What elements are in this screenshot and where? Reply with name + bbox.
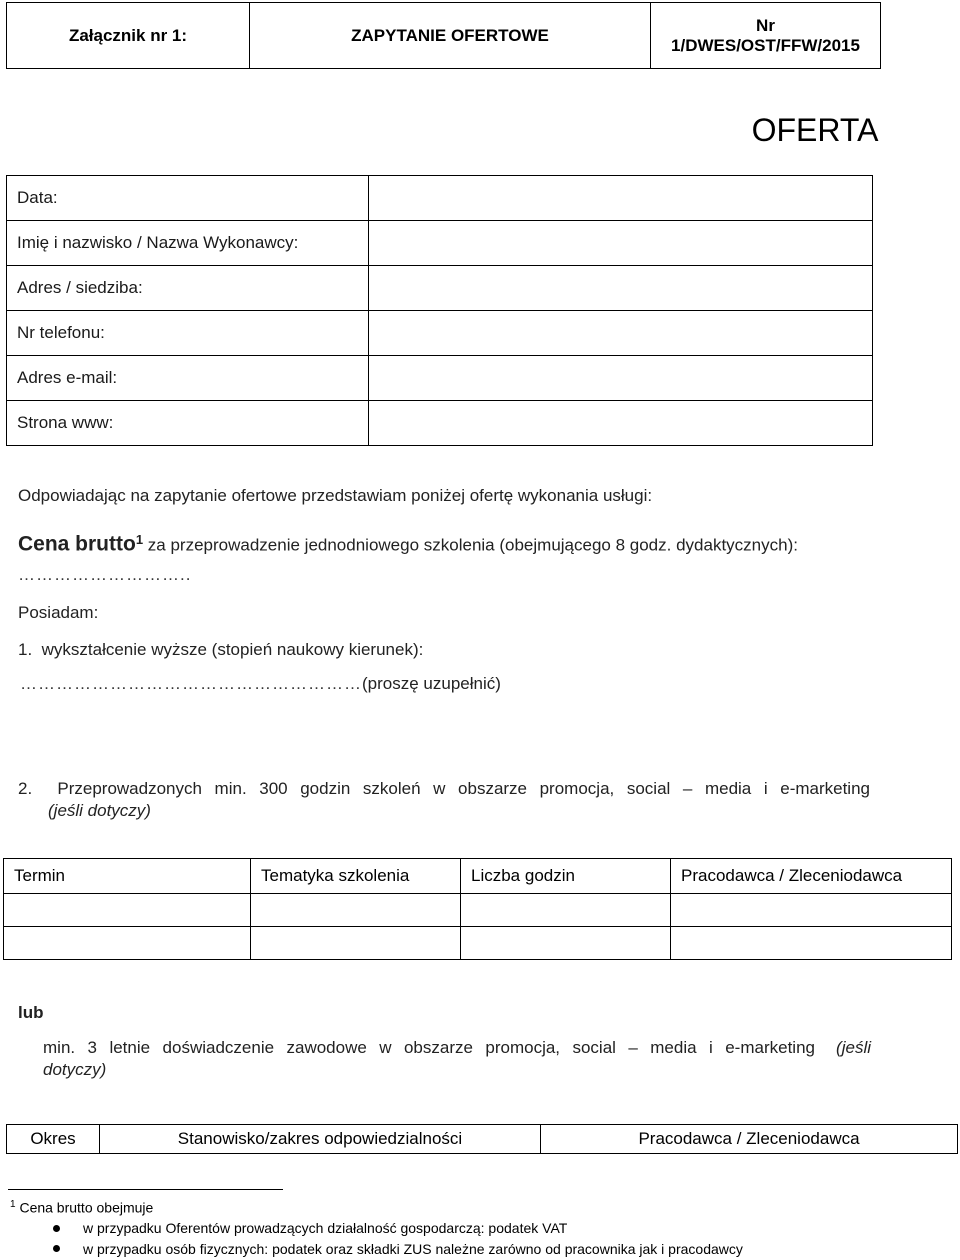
training-cell[interactable] xyxy=(671,927,952,960)
item-1-hint: (proszę uzupełnić) xyxy=(362,674,501,693)
experience-header-employer: Pracodawca / Zleceniodawca xyxy=(541,1125,958,1154)
field-value-www[interactable] xyxy=(369,401,873,446)
field-value-email[interactable] xyxy=(369,356,873,401)
training-header-topic: Tematyka szkolenia xyxy=(251,859,461,894)
training-cell[interactable] xyxy=(461,927,671,960)
training-cell[interactable] xyxy=(4,894,251,927)
number-label: Nr xyxy=(756,15,775,35)
offer-form-table xyxy=(6,175,873,446)
field-label-date: Data: xyxy=(7,176,369,221)
field-label-email: Adres e-mail: xyxy=(7,356,369,401)
experience-header-position: Stanowisko/zakres odpowiedzialności xyxy=(100,1125,541,1154)
field-label-phone: Nr telefonu: xyxy=(7,311,369,356)
field-label-name: Imię i nazwisko / Nazwa Wykonawcy: xyxy=(7,221,369,266)
page-title-container xyxy=(0,112,885,149)
training-cell[interactable] xyxy=(461,894,671,927)
training-cell[interactable] xyxy=(251,927,461,960)
field-label-www: Strona www: xyxy=(7,401,369,446)
experience-table xyxy=(6,1124,958,1154)
page-title: OFERTA xyxy=(751,112,879,148)
item-1-dots[interactable]: ………………………………………………… xyxy=(20,674,362,693)
field-value-name[interactable] xyxy=(369,221,873,266)
experience-text: min. 3 letnie doświadczenie zawodowe w obszarze promocja, social – media i e-marketing xyxy=(43,1038,815,1057)
price-line xyxy=(18,532,798,557)
experience-line-2: dotyczy) xyxy=(43,1060,107,1079)
training-row-2 xyxy=(4,927,952,960)
item-1-text: 1. wykształcenie wyższe (stopień naukowy kierunek): xyxy=(18,640,424,659)
experience-italic: (jeśli xyxy=(836,1038,871,1057)
item-1-fill xyxy=(20,674,501,694)
field-value-phone[interactable] xyxy=(369,311,873,356)
footnote-number: 1 xyxy=(10,1199,16,1210)
doc-number xyxy=(651,3,881,69)
field-label-address: Adres / siedziba: xyxy=(7,266,369,311)
posiadam-label: Posiadam: xyxy=(18,603,99,622)
price-label: Cena brutto xyxy=(18,532,136,556)
footnote-text: Cena brutto obejmuje xyxy=(19,1199,154,1216)
bullet-icon xyxy=(53,1225,60,1232)
bullet-icon xyxy=(53,1245,60,1252)
field-value-address[interactable] xyxy=(369,266,873,311)
header-table xyxy=(6,2,881,69)
intro-text: Odpowiadając na zapytanie ofertowe przedstawiam poniżej ofertę wykonania usługi: xyxy=(18,486,653,505)
training-cell[interactable] xyxy=(251,894,461,927)
number-value: 1/DWES/OST/FFW/2015 xyxy=(671,35,860,55)
doc-type: ZAPYTANIE OFERTOWE xyxy=(250,3,651,69)
annex-label: Załącznik nr 1: xyxy=(7,3,250,69)
training-header-employer: Pracodawca / Zleceniodawca xyxy=(671,859,952,894)
footnote-title xyxy=(10,1199,153,1216)
field-value-date[interactable] xyxy=(369,176,873,221)
item-2-line-2: (jeśli dotyczy) xyxy=(48,801,151,820)
training-header-hours: Liczba godzin xyxy=(461,859,671,894)
training-table xyxy=(3,858,952,960)
experience-header-period: Okres xyxy=(7,1125,100,1154)
price-dots[interactable]: ……………………….. xyxy=(18,565,192,584)
footnote-divider xyxy=(8,1189,283,1190)
price-description: za przeprowadzenie jednodniowego szkolenia (obejmującego 8 godz. dydaktycznych): xyxy=(147,535,798,555)
footnote-bullet-2: w przypadku osób fizycznych: podatek oraz składki ZUS należne zarówno od pracownika jak i pracodawcy xyxy=(83,1241,743,1257)
training-cell[interactable] xyxy=(4,927,251,960)
training-cell[interactable] xyxy=(671,894,952,927)
experience-line-1 xyxy=(43,1038,871,1058)
training-row-1 xyxy=(4,894,952,927)
footnote-bullet-1: w przypadku Oferentów prowadzących działalność gospodarczą: podatek VAT xyxy=(83,1220,568,1236)
training-header-date: Termin xyxy=(4,859,251,894)
item-2-line-1: 2. Przeprowadzonych min. 300 godzin szkoleń w obszarze promocja, social – media i e-marketing xyxy=(18,779,870,798)
lub-label: lub xyxy=(18,1003,44,1022)
price-footnote-ref: 1 xyxy=(135,532,144,547)
